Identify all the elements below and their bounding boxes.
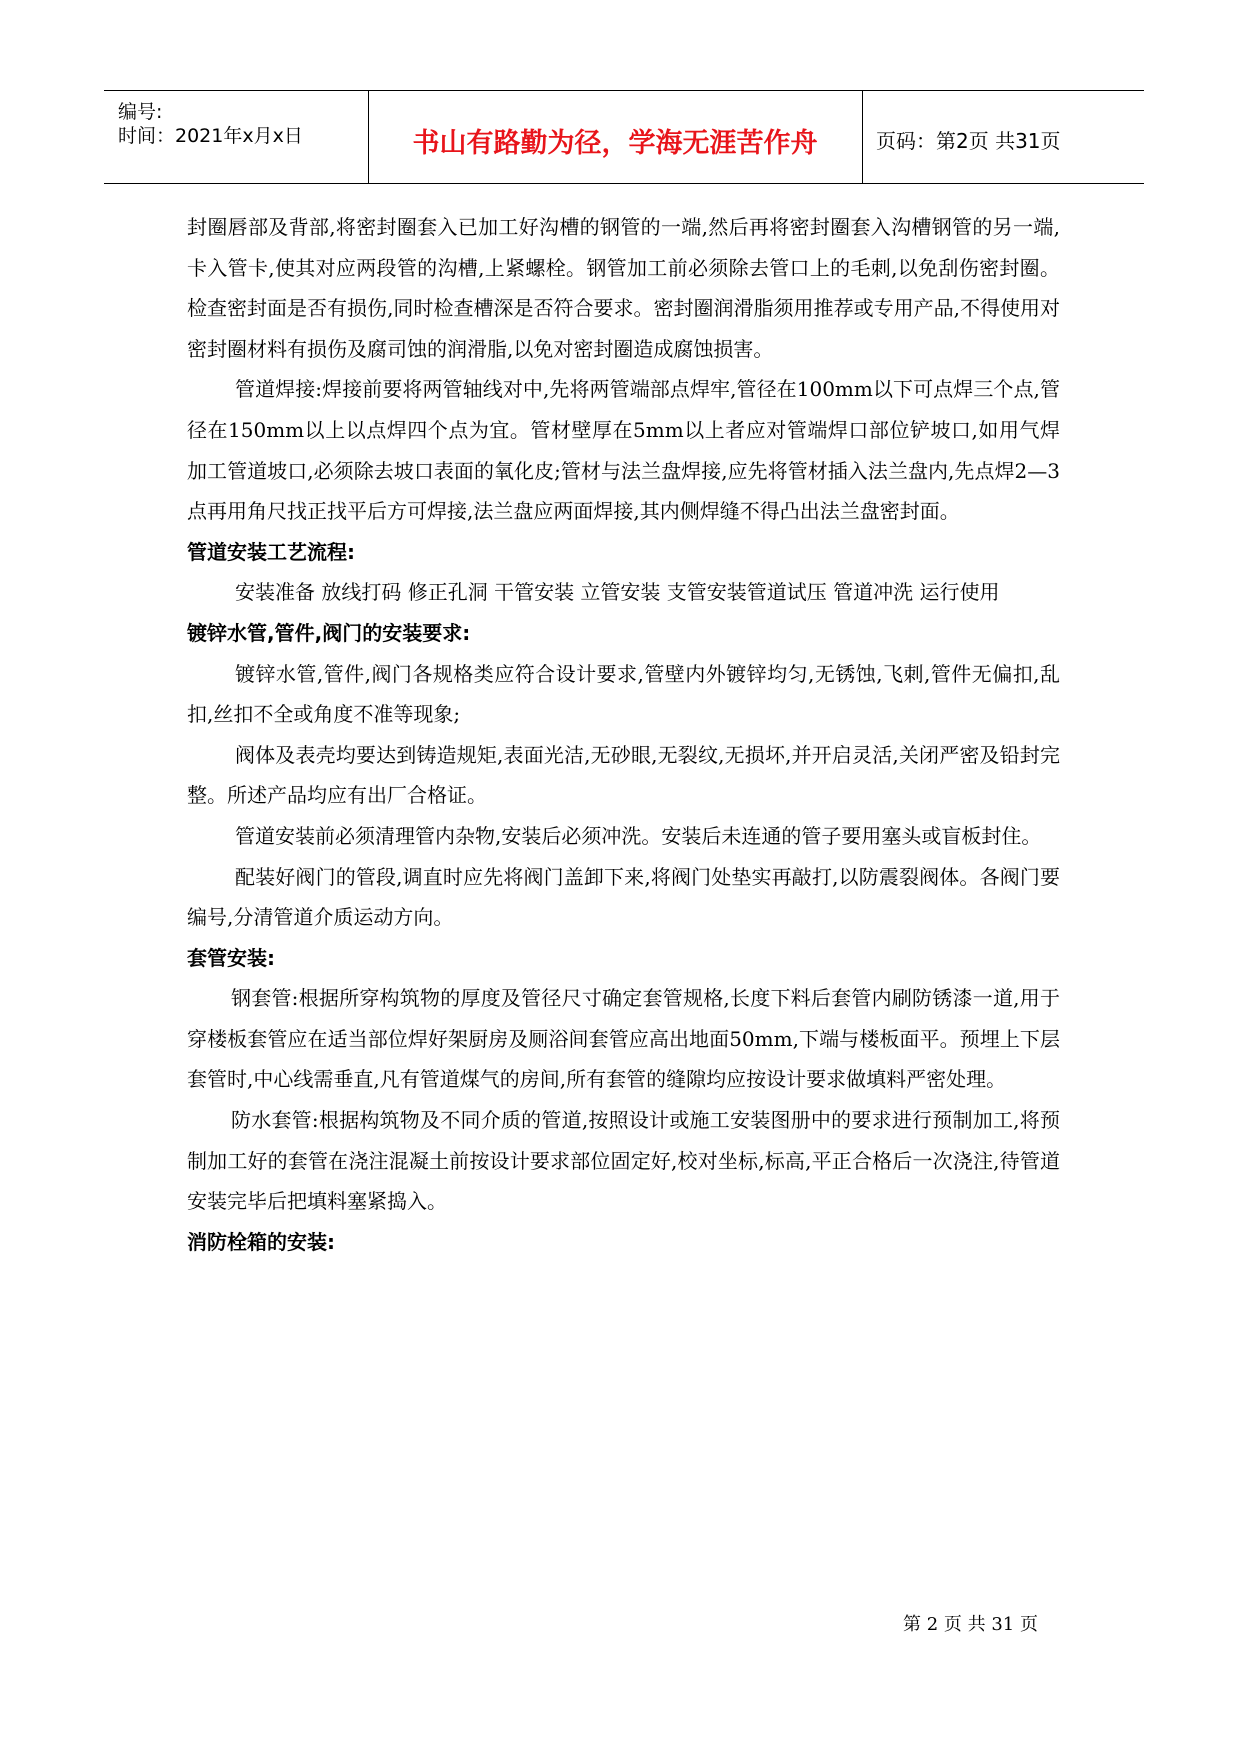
header-motto: 书山有路勤为径，学海无涯苦作舟: [412, 128, 818, 159]
header-page-code: 页码：第2页 共31页: [876, 129, 1061, 153]
page-header: [104, 90, 1144, 184]
paragraph: 防水套管:根据构筑物及不同介质的管道,按照设计或施工安装图册中的要求进行预制加工,将预制加工好的套管在浇注混凝土前按设计要求部位固定好,校对坐标,标高,平正合格后一次浇注,待管道安装完毕后把填料塞紧捣入。: [187, 1108, 1060, 1214]
paragraph: 安装准备 放线打码 修正孔洞 干管安装 立管安装 支管安装管道试压 管道冲洗 运行使用: [235, 580, 1000, 605]
section-heading: 套管安装:: [187, 945, 275, 970]
header-info-cell: [104, 91, 369, 183]
section-heading: 消防栓箱的安装:: [187, 1229, 335, 1254]
document-body: [187, 207, 1060, 1262]
paragraph: 管道焊接:焊接前要将两管轴线对中,先将两管端部点焊牢,管径在100mm以下可点焊三个点,管径在150mm以上以点焊四个点为宜。管材壁厚在5mm以上者应对管端焊口部位铲坡口,如用气焊加工管道坡口,必须除去坡口表面的氧化皮;管材与法兰盘焊接,应先将管材插入法兰盘内,先点焊2—3点再用角尺找正找平后方可焊接,法兰盘应两面焊接,其内侧焊缝不得凸出法兰盘密封面。: [187, 377, 1060, 524]
paragraph: 阀体及表壳均要达到铸造规矩,表面光洁,无砂眼,无裂纹,无损坏,并开启灵活,关闭严密及铅封完整。所述产品均应有出厂合格证。: [187, 742, 1060, 808]
paragraph: 镀锌水管,管件,阀门各规格类应符合设计要求,管壁内外镀锌均匀,无锈蚀,飞刺,管件无偏扣,乱扣,丝扣不全或角度不准等现象;: [187, 661, 1060, 727]
paragraph: 钢套管:根据所穿构筑物的厚度及管径尺寸确定套管规格,长度下料后套管内刷防锈漆一道,用于穿楼板套管应在适当部位焊好架厨房及厕浴间套管应高出地面50mm,下端与楼板面平。预埋上下层套管时,中心线需垂直,凡有管道煤气的房间,所有套管的缝隙均应按设计要求做填料严密处理。: [187, 986, 1060, 1092]
section-heading: 镀锌水管,管件,阀门的安装要求:: [187, 620, 471, 645]
header-motto-cell: [368, 91, 863, 183]
paragraph: 管道安装前必须清理管内杂物,安装后必须冲洗。安装后未连通的管子要用塞头或盲板封住。: [235, 823, 1042, 848]
section-heading: 管道安装工艺流程:: [187, 539, 355, 564]
header-page-cell: [862, 91, 1144, 183]
paragraph: 封圈唇部及背部,将密封圈套入已加工好沟槽的钢管的一端,然后再将密封圈套入沟槽钢管的另一端,卡入管卡,使其对应两段管的沟槽,上紧螺栓。钢管加工前必须除去管口上的毛刺,以免刮伤密封圈。检查密封面是否有损伤,同时检查槽深是否符合要求。密封圈润滑脂须用推荐或专用产品,不得使用对密封圈材料有损伤及腐司蚀的润滑脂,以免对密封圈造成腐蚀损害。: [187, 215, 1060, 361]
paragraph: 配装好阀门的管段,调直时应先将阀门盖卸下来,将阀门处垫实再敲打,以防震裂阀体。各阀门要编号,分清管道介质运动方向。: [187, 864, 1060, 930]
document-time-label: 时间：2021年x月x日: [118, 125, 303, 147]
document-number-label: 编号:: [118, 101, 163, 123]
page-footer: 第 2 页 共 31 页: [903, 1614, 1038, 1635]
